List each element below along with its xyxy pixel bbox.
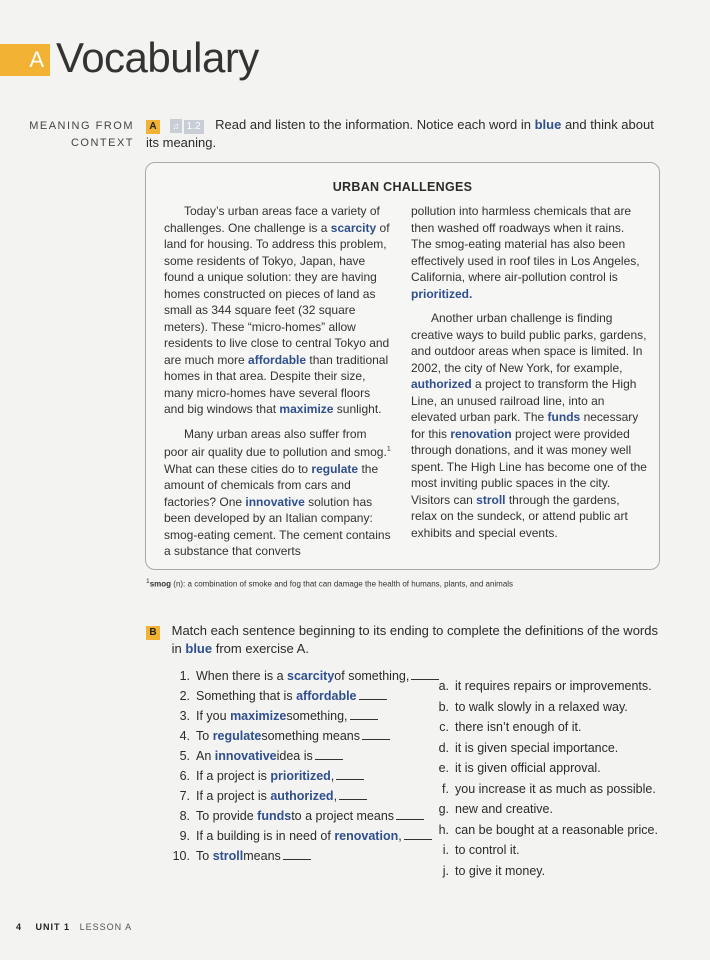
sentence-beginning-row: 3. If you maximizesomething,	[164, 706, 434, 726]
reading-box	[145, 162, 660, 570]
vocab-word: stroll	[212, 849, 244, 863]
item-number: 10.	[172, 849, 190, 863]
sentence-ending-row: c. there isn’t enough of it.	[433, 717, 673, 738]
item-letter: b.	[438, 699, 449, 714]
vocab-word: funds	[547, 410, 581, 424]
sentence-beginning-row: 9. If a building is in need of renovation,	[164, 826, 434, 846]
sentence-beginning-row: 1. When there is a scarcityof something,	[164, 666, 434, 686]
vocab-word: regulate	[212, 729, 262, 743]
exercise-b-badge: B	[146, 626, 160, 640]
vocab-word: innovative	[245, 494, 305, 509]
lesson-label: LESSON A	[79, 922, 133, 932]
sentence-ending-row: i. to control it.	[433, 840, 673, 861]
sentence-ending-row: h. can be bought at a reasonable price.	[433, 820, 673, 841]
answer-blank[interactable]	[315, 749, 343, 760]
sentence-beginning-row: 10. To strollmeans	[164, 846, 434, 866]
page-footer	[16, 922, 132, 932]
sentence-beginning-row: 8. To provide fundsto a project means	[164, 806, 434, 826]
answer-blank[interactable]	[362, 729, 390, 740]
paragraph-2: Many urban areas also suffer from poor air quality due to pollution and smog.$^1$ What can these cities do to regulate the amount of chemicals from cars and factories? One innovative solution has been developed by an Italian company: smog-eating cement. The cement contains a substance that converts	[164, 426, 391, 558]
sentence-ending-row: a. it requires repairs or improvements.	[433, 676, 673, 697]
vocab-word: affordable	[248, 352, 307, 367]
item-number: 7.	[179, 789, 190, 803]
vocab-word: funds	[257, 809, 292, 823]
answer-blank[interactable]	[339, 789, 367, 800]
vocab-word: stroll	[476, 492, 506, 507]
page-title: Vocabulary	[56, 34, 259, 81]
sentence-ending-row: g. new and creative.	[433, 799, 673, 820]
item-number: 5.	[179, 749, 190, 763]
sentence-beginning-row: 2. Something that is affordable	[164, 686, 434, 706]
answer-blank[interactable]	[283, 849, 311, 860]
sentence-beginning-row: 5. An innovativeidea is	[164, 746, 434, 766]
vocab-word: affordable	[296, 689, 357, 703]
item-letter: g.	[438, 802, 449, 816]
answer-blank[interactable]	[350, 709, 378, 720]
vocab-word: prioritized	[411, 286, 470, 301]
reading-column-right	[411, 203, 647, 549]
vocab-word: renovation	[334, 829, 399, 843]
item-number: 8.	[179, 809, 190, 823]
reading-title: URBAN CHALLENGES	[332, 180, 473, 194]
sentence-beginning-row: 7. If a project is authorized,	[164, 786, 434, 806]
audio-icon[interactable]: ♫	[170, 119, 182, 133]
vocab-word: scarcity	[330, 220, 377, 235]
item-letter: d.	[438, 740, 449, 755]
sentence-ending-row: e. it is given official approval.	[433, 758, 673, 779]
exercise-a-instruction: A ♫ 1.2 Read and listen to the information. Notice each word in blue and think about its meaning.	[146, 117, 654, 150]
vocab-word: authorized	[270, 789, 334, 803]
item-number: 6.	[179, 769, 190, 783]
item-number: 4.	[179, 729, 190, 743]
sentence-beginnings-list	[164, 666, 434, 866]
item-letter: c.	[439, 720, 449, 734]
vocab-word: regulate	[311, 461, 359, 476]
sentence-ending-row: f. you increase it as much as possible.	[433, 779, 673, 800]
exercise-b-instruction: B Match each sentence beginning to its ending to complete the definitions of the words in blue from exercise A.	[146, 622, 666, 658]
item-letter: h.	[438, 822, 449, 837]
item-letter: j.	[442, 863, 449, 878]
item-number: 9.	[179, 829, 190, 843]
answer-blank[interactable]	[336, 769, 364, 780]
vocab-word: authorized	[411, 377, 472, 391]
paragraph-1: Today’s urban areas face a variety of challenges. One challenge is a scarcity of land for housing. To address this problem, some residents of Tokyo, Japan, have found a unique solution: they are having homes constructed on pieces of land as small as 344 square feet (32 square meters). These “micro-homes” allow residents to live close to central Tokyo and are much more affordable than traditional homes in that area. Despite their size, many micro-homes have several floors and big windows that maximize sunlight.	[164, 204, 390, 416]
item-letter: f.	[442, 781, 449, 796]
sentence-ending-row: b. to walk slowly in a relaxed way.	[433, 697, 673, 718]
side-label: MEANING FROM CONTEXT	[29, 120, 134, 149]
item-letter: a.	[438, 679, 449, 693]
vocab-word: maximize	[230, 709, 287, 723]
item-letter: e.	[438, 761, 449, 775]
sentence-beginning-row: 4. To regulatesomething means	[164, 726, 434, 746]
sentence-ending-row: j. to give it money.	[433, 861, 673, 882]
vocab-word: prioritized	[270, 769, 331, 783]
answer-blank[interactable]	[396, 809, 424, 820]
item-number: 2.	[179, 689, 190, 703]
answer-blank[interactable]	[359, 689, 387, 700]
answer-blank[interactable]	[404, 829, 432, 840]
sentence-endings-list	[433, 676, 673, 881]
item-number: 3.	[179, 709, 190, 723]
paragraph-3: pollution into harmless chemicals that are then washed off roadways when it rains. The smog-eating material has also been effectively used in roof tiles in Los Angeles, California, where air-pollution control is prioritized.	[411, 204, 640, 301]
unit-label: UNIT 1	[35, 922, 71, 932]
reading-column-left	[164, 203, 392, 568]
item-letter: i.	[442, 843, 449, 857]
audio-track-number[interactable]: 1.2	[184, 120, 204, 134]
section-letter-tag: A	[0, 44, 50, 76]
sentence-ending-row: d. it is given special importance.	[433, 738, 673, 759]
vocab-word: maximize	[279, 402, 334, 416]
exercise-a-badge: A	[146, 120, 160, 134]
vocab-word: renovation	[450, 426, 512, 441]
vocab-word: innovative	[214, 749, 277, 763]
sentence-beginning-row: 6. If a project is prioritized,	[164, 766, 434, 786]
item-number: 1.	[179, 669, 190, 683]
page-number: 4	[16, 922, 23, 932]
footnote: $^1$smog (n): a combination of smoke and fog that can damage the health of humans, plants, and animals	[146, 578, 514, 589]
vocab-word: scarcity	[287, 669, 335, 683]
paragraph-4: Another urban challenge is finding creative ways to build public parks, gardens, and outdoor areas when space is limited. In 2002, the city of New York, for example, authorized a project to transform the High Line, an unused railroad line, into an elevated urban park. The funds necessary for this renovation project were provided through donations, and it was money well spent. The High Line has become one of the most inviting public spaces in the city. Visitors can stroll through the gardens, relax on the sundeck, or attend public art exhibits and special events.	[411, 311, 647, 540]
